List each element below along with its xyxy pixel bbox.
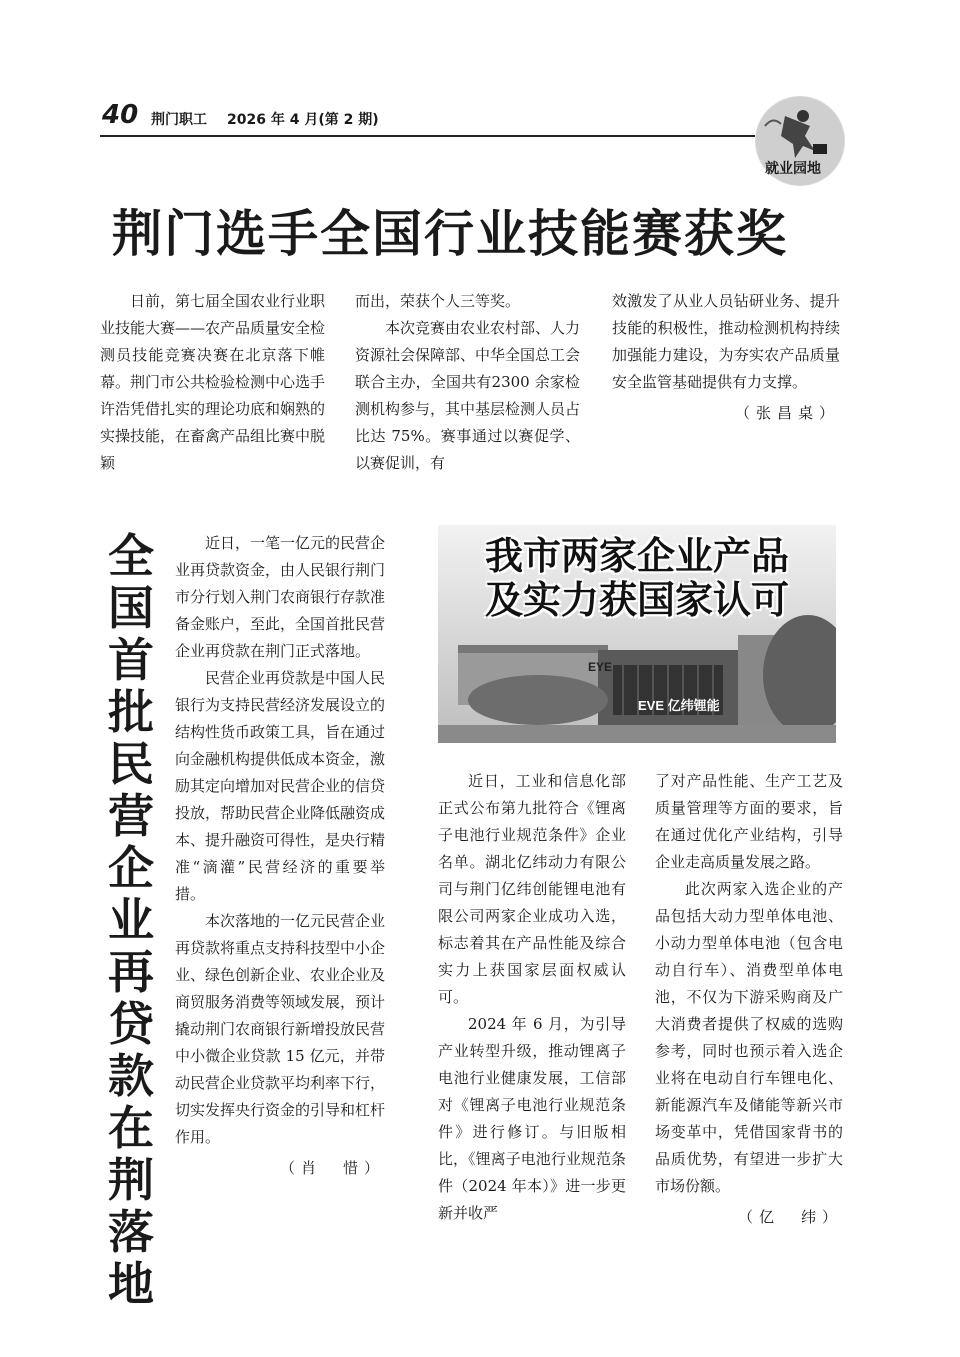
- magazine-name: 荆门职工: [151, 112, 207, 128]
- page-number: 40: [102, 100, 139, 130]
- article1-author: （张昌桌）: [734, 404, 840, 422]
- article1-col1-para: 日前，第七届全国农业行业职业技能大赛——农产品质量安全检测员技能竞赛决赛在北京落下帷幕。荆门市公共检验检测中心选手许浩凭借扎实的理论功底和娴熟的实操技能，在畜禽产品组比赛中脱颖: [100, 292, 326, 472]
- article2-para: 近日，一笔一亿元的民营企业再贷款资金，由人民银行荆门市分行划入荆门农商银行存款准备金账户，至此，全国首批民营企业再贷款在荆门正式落地。: [175, 534, 386, 660]
- article3-author: （亿 纬）: [737, 1208, 843, 1226]
- article2-author: （肖 惜）: [279, 1159, 385, 1177]
- issue-date: 2026 年 4 月(第 2 期): [227, 112, 379, 128]
- column-name: 就业园地: [765, 161, 821, 177]
- article3-col2: [655, 768, 843, 1231]
- article2-body: [175, 530, 385, 1182]
- article2-title-char: 地: [108, 1257, 154, 1311]
- article2-title-char: 业: [108, 893, 154, 947]
- article2-title-char: 落: [108, 1205, 154, 1259]
- article3-title-line2: 及实力获国家认可: [484, 577, 789, 622]
- article3-col1: [438, 768, 626, 1227]
- article2-title-char: 国: [108, 581, 154, 635]
- article1-col1: [100, 288, 325, 477]
- article1-col3: [612, 288, 840, 427]
- photo-sign-top: EYE: [588, 660, 613, 674]
- article2-para: 本次落地的一亿元民营企业再贷款将重点支持科技型中小企业、绿色创新企业、农业企业及商贸服务消费等领域发展，预计撬动荆门农商银行新增投放民营中小微企业贷款 15 亿元，并带动民营企业贷款平均利率下行，切实发挥央行资金的引导和杠杆作用。: [175, 912, 386, 1146]
- article2-title-char: 企: [108, 841, 154, 895]
- article2-title-char: 民: [108, 737, 154, 791]
- article2-title-char: 全: [108, 529, 154, 583]
- article1-title: 荆门选手全国行业技能赛获奖: [112, 205, 788, 263]
- article2-title-char: 营: [108, 789, 154, 843]
- article3-para: 2024 年 6 月，为引导产业转型升级，推动锂离子电池行业健康发展，工信部对《锂离子电池行业规范条件》进行修订。与旧版相比，《锂离子电池行业规范条件（2024 年本）》进一步更新并收严: [438, 1015, 626, 1222]
- article3-para: 此次两家入选企业的产品包括大动力型单体电池、小动力型单体电池（包含电动自行车）、消费型单体电池，不仅为下游采购商及广大消费者提供了权威的选购参考，同时也预示着入选企业将在电动自行车锂电化、新能源汽车及储能等新兴市场变革中，凭借国家背书的品质优势，有望进一步扩大市场份额。: [655, 880, 843, 1195]
- article2-title: [104, 530, 158, 1310]
- article3-para: 近日，工业和信息化部正式公布第九批符合《锂离子电池行业规范条件》企业名单。湖北亿纬动力有限公司与荆门亿纬创能锂电池有限公司两家企业成功入选，标志着其在产品性能及综合实力上获国家层面权威认可。: [438, 772, 626, 1006]
- article3-title-line1: 我市两家企业产品: [484, 533, 789, 578]
- article2-title-char: 首: [108, 633, 154, 687]
- article2-title-char: 再: [108, 945, 154, 999]
- article3-para: 了对产品性能、生产工艺及质量管理等方面的要求，旨在通过优化产业结构，引导企业走高质量发展之路。: [655, 772, 843, 871]
- article1-col3-para: 效激发了从业人员钻研业务、提升技能的积极性，推动检测机构持续加强能力建设，为夯实农产品质量安全监管基础提供有力支撑。: [612, 292, 840, 391]
- article1-col2-para: 本次竞赛由农业农村部、人力资源社会保障部、中华全国总工会联合主办，全国共有2300 余家检测机构参与，其中基层检测人员占比达 75%。赛事通过以赛促学、以赛促训，有: [355, 319, 581, 472]
- header-rule: [100, 135, 755, 137]
- article1-col2-para: 而出，荣获个人三等奖。: [355, 292, 521, 310]
- article3-title: [440, 534, 834, 622]
- article2-title-char: 贷: [108, 997, 154, 1051]
- article2-title-char: 荆: [108, 1153, 154, 1207]
- article1-col2: [355, 288, 580, 477]
- photo-sign: EVE 亿纬锂能: [638, 698, 720, 713]
- article2-title-char: 款: [108, 1049, 154, 1103]
- article2-para: 民营企业再贷款是中国人民银行为支持民营经济发展设立的结构性货币政策工具，旨在通过向金融机构提供低成本资金，激励其定向增加对民营企业的信贷投放，帮助民营企业降低融资成本、提升融资可得性，是央行精准“滴灌”民营经济的重要举措。: [175, 669, 386, 903]
- article2-title-char: 在: [108, 1101, 154, 1155]
- article2-title-char: 批: [108, 685, 154, 739]
